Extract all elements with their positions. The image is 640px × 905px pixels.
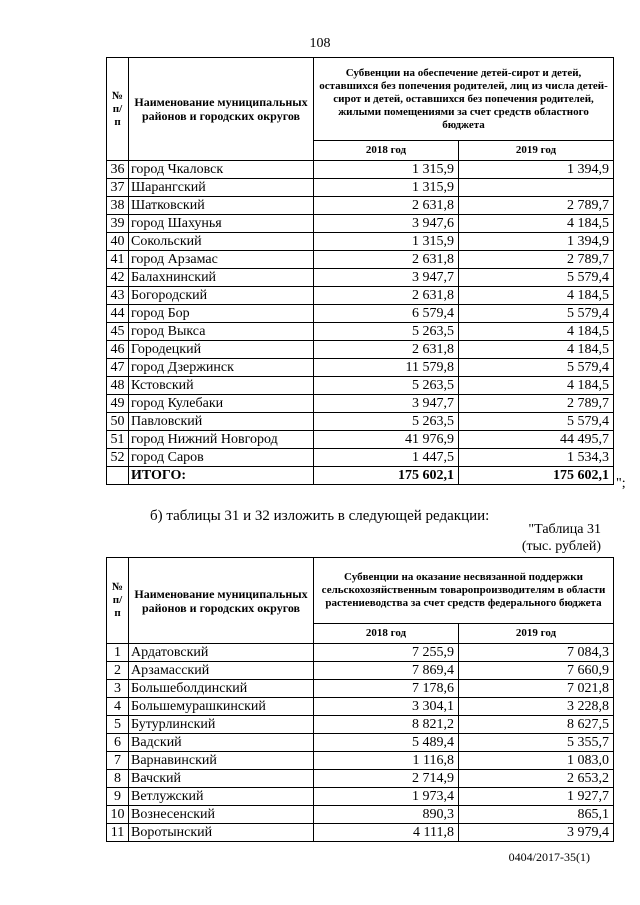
district-name: Вознесенский: [129, 806, 314, 824]
total-row: [107, 467, 614, 485]
value-2018: 1 447,5: [314, 449, 459, 467]
column-header-subvention: Субвенции на оказание несвязанной поддержки сельскохозяйственным товаропроизводителям в области растениеводства за счет средств федерального бюджета: [314, 558, 614, 624]
value-2019: 5 579,4: [459, 359, 614, 377]
table-units: (тыс. рублей): [521, 539, 601, 554]
row-number: 46: [107, 341, 129, 359]
row-number: 45: [107, 323, 129, 341]
row-number: 5: [107, 716, 129, 734]
value-2018: 7 255,9: [314, 644, 459, 662]
value-2018: 7 869,4: [314, 662, 459, 680]
value-2018: 41 976,9: [314, 431, 459, 449]
row-number: 47: [107, 359, 129, 377]
column-header-2019: 2019 год: [459, 624, 614, 644]
district-name: Большеболдинский: [129, 680, 314, 698]
value-2018: 3 947,7: [314, 269, 459, 287]
value-2019: 1 394,9: [459, 161, 614, 179]
district-name: город Чкаловск: [129, 161, 314, 179]
table-row: [107, 179, 614, 197]
value-2018: 3 947,6: [314, 215, 459, 233]
row-number: 6: [107, 734, 129, 752]
table-row: [107, 305, 614, 323]
value-2018: 1 315,9: [314, 179, 459, 197]
value-2018: 1 973,4: [314, 788, 459, 806]
district-name: Богородский: [129, 287, 314, 305]
value-2018: 1 116,8: [314, 752, 459, 770]
page-number: 108: [309, 36, 331, 51]
district-name: город Арзамас: [129, 251, 314, 269]
district-name: Бутурлинский: [129, 716, 314, 734]
value-2018: 11 579,8: [314, 359, 459, 377]
value-2019: 1 083,0: [459, 752, 614, 770]
table-row: [107, 377, 614, 395]
table-row: [107, 698, 614, 716]
value-2018: 8 821,2: [314, 716, 459, 734]
table-row: [107, 395, 614, 413]
row-number: 11: [107, 824, 129, 842]
value-2019: 4 184,5: [459, 341, 614, 359]
column-header-2019: 2019 год: [459, 141, 614, 161]
row-number: 48: [107, 377, 129, 395]
table-row: [107, 449, 614, 467]
row-number: 37: [107, 179, 129, 197]
value-2018: 5 489,4: [314, 734, 459, 752]
district-name: Ардатовский: [129, 644, 314, 662]
column-header-name: Наименование муниципальных районов и городских округов: [129, 558, 314, 644]
table-row: [107, 233, 614, 251]
row-number: 49: [107, 395, 129, 413]
value-2018: 6 579,4: [314, 305, 459, 323]
table-row: [107, 341, 614, 359]
document-code: 0404/2017-35(1): [508, 850, 590, 864]
table-row: [107, 644, 614, 662]
district-name: Ветлужский: [129, 788, 314, 806]
total-number-cell: [107, 467, 129, 485]
table-row: [107, 788, 614, 806]
value-2019: 5 355,7: [459, 734, 614, 752]
row-number: 1: [107, 644, 129, 662]
value-2018: 1 315,9: [314, 233, 459, 251]
value-2018: 1 315,9: [314, 161, 459, 179]
value-2019: 3 979,4: [459, 824, 614, 842]
row-number: 51: [107, 431, 129, 449]
row-number: 41: [107, 251, 129, 269]
table-row: [107, 359, 614, 377]
column-header-subvention: Субвенции на обеспечение детей-сирот и детей, оставшихся без попечения родителей, лиц из числа детей-сирот и детей, оставшихся без попечения родителей, жилыми помещениями за счет средств областного бюджета: [314, 58, 614, 141]
value-2019: 2 789,7: [459, 197, 614, 215]
row-number: 9: [107, 788, 129, 806]
column-header-name: Наименование муниципальных районов и городских округов: [129, 58, 314, 161]
table-row: [107, 215, 614, 233]
row-number: 7: [107, 752, 129, 770]
value-2019: 7 084,3: [459, 644, 614, 662]
value-2019: 1 534,3: [459, 449, 614, 467]
amendment-text: б) таблицы 31 и 32 изложить в следующей редакции:: [150, 508, 490, 524]
subvention-table-orphans: [106, 57, 614, 485]
value-2018: 890,3: [314, 806, 459, 824]
row-number: 38: [107, 197, 129, 215]
row-number: 40: [107, 233, 129, 251]
table-row: [107, 269, 614, 287]
table-row: [107, 680, 614, 698]
row-number: 10: [107, 806, 129, 824]
table-row: [107, 734, 614, 752]
district-name: Вачский: [129, 770, 314, 788]
value-2019: 4 184,5: [459, 377, 614, 395]
district-name: город Кулебаки: [129, 395, 314, 413]
district-name: город Бор: [129, 305, 314, 323]
value-2018: 2 631,8: [314, 287, 459, 305]
district-name: город Саров: [129, 449, 314, 467]
row-number: 3: [107, 680, 129, 698]
value-2019: 2 653,2: [459, 770, 614, 788]
row-number: 52: [107, 449, 129, 467]
value-2019: 44 495,7: [459, 431, 614, 449]
table-row: [107, 197, 614, 215]
district-name: город Дзержинск: [129, 359, 314, 377]
value-2018: 2 631,8: [314, 341, 459, 359]
value-2019: 5 579,4: [459, 413, 614, 431]
table-row: [107, 806, 614, 824]
table-row: [107, 287, 614, 305]
value-2019: 4 184,5: [459, 215, 614, 233]
district-name: Кстовский: [129, 377, 314, 395]
district-name: Шарангский: [129, 179, 314, 197]
table-row: [107, 161, 614, 179]
table-row: [107, 770, 614, 788]
row-number: 50: [107, 413, 129, 431]
value-2018: 2 714,9: [314, 770, 459, 788]
total-2019: 175 602,1: [459, 467, 614, 485]
row-number: 4: [107, 698, 129, 716]
table-row: [107, 323, 614, 341]
column-header-2018: 2018 год: [314, 141, 459, 161]
district-name: Сокольский: [129, 233, 314, 251]
table-caption: [506, 521, 601, 555]
value-2018: 3 947,7: [314, 395, 459, 413]
value-2018: 2 631,8: [314, 197, 459, 215]
value-2019: 1 394,9: [459, 233, 614, 251]
row-number: 36: [107, 161, 129, 179]
table-row: [107, 752, 614, 770]
table-row: [107, 251, 614, 269]
district-name: Балахнинский: [129, 269, 314, 287]
district-name: Шатковский: [129, 197, 314, 215]
value-2019: 8 627,5: [459, 716, 614, 734]
district-name: Арзамасский: [129, 662, 314, 680]
column-header-number: № п/п: [107, 558, 129, 644]
column-header-number: № п/п: [107, 58, 129, 161]
column-header-2018: 2018 год: [314, 624, 459, 644]
row-number: 2: [107, 662, 129, 680]
row-number: 42: [107, 269, 129, 287]
value-2019: 2 789,7: [459, 395, 614, 413]
district-name: Воротынский: [129, 824, 314, 842]
district-name: Большемурашкинский: [129, 698, 314, 716]
table-row: [107, 413, 614, 431]
district-name: Вадский: [129, 734, 314, 752]
value-2018: 2 631,8: [314, 251, 459, 269]
value-2018: 4 111,8: [314, 824, 459, 842]
district-name: Варнавинский: [129, 752, 314, 770]
value-2019: 4 184,5: [459, 287, 614, 305]
table-row: [107, 431, 614, 449]
row-number: 44: [107, 305, 129, 323]
value-2019: 4 184,5: [459, 323, 614, 341]
table-row: [107, 716, 614, 734]
table-row: [107, 824, 614, 842]
row-number: 43: [107, 287, 129, 305]
value-2019: 5 579,4: [459, 305, 614, 323]
district-name: Павловский: [129, 413, 314, 431]
value-2018: 5 263,5: [314, 323, 459, 341]
table-row: [107, 662, 614, 680]
value-2019: 1 927,7: [459, 788, 614, 806]
value-2018: 5 263,5: [314, 413, 459, 431]
value-2019: 5 579,4: [459, 269, 614, 287]
value-2018: 7 178,6: [314, 680, 459, 698]
table-closing-quote: ";: [616, 476, 626, 491]
row-number: 39: [107, 215, 129, 233]
value-2019: 7 660,9: [459, 662, 614, 680]
district-name: город Шахунья: [129, 215, 314, 233]
value-2019: 3 228,8: [459, 698, 614, 716]
district-name: город Выкса: [129, 323, 314, 341]
district-name: Городецкий: [129, 341, 314, 359]
value-2018: 5 263,5: [314, 377, 459, 395]
district-name: город Нижний Новгород: [129, 431, 314, 449]
value-2019: 865,1: [459, 806, 614, 824]
value-2018: 3 304,1: [314, 698, 459, 716]
subvention-table-agriculture: [106, 557, 614, 842]
total-label: ИТОГО:: [129, 467, 314, 485]
total-2018: 175 602,1: [314, 467, 459, 485]
table-title: "Таблица 31: [528, 522, 601, 537]
value-2019: 2 789,7: [459, 251, 614, 269]
value-2019: 7 021,8: [459, 680, 614, 698]
row-number: 8: [107, 770, 129, 788]
value-2019: [459, 179, 614, 197]
